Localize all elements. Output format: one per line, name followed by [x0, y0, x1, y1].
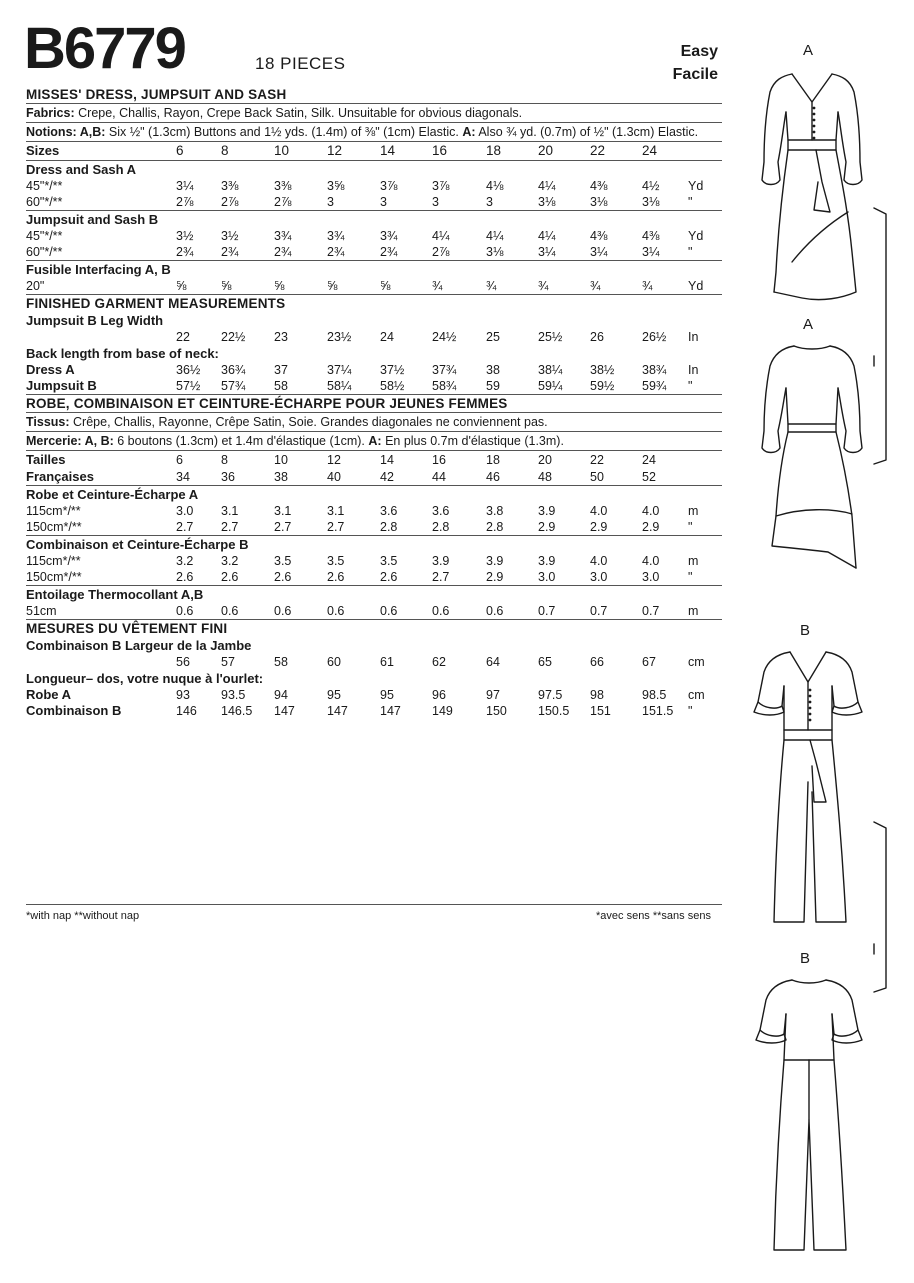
size-value: 8: [221, 143, 229, 158]
cell-value: 23: [274, 330, 288, 344]
size-value: 24: [642, 453, 656, 467]
french-size-value: 38: [274, 470, 288, 484]
cell-value: 4¼: [538, 229, 556, 243]
cell-value: 97.5: [538, 688, 563, 702]
section-title: Jumpsuit and Sash B: [26, 212, 159, 227]
french-size-value: 52: [642, 470, 656, 484]
cell-value: 150.5: [538, 704, 570, 718]
unit-label: Yd: [688, 179, 704, 193]
cell-value: 3¼: [176, 179, 194, 193]
section-title: Fusible Interfacing A, B: [26, 262, 171, 277]
section-title: Combinaison B Largeur de la Jambe: [26, 638, 252, 653]
size-value: 12: [327, 453, 341, 467]
cell-value: 59: [486, 379, 500, 393]
longueur-section: [26, 670, 722, 719]
cell-value: ⅝: [221, 279, 232, 293]
cell-value: 65: [538, 655, 552, 669]
row-label: Jumpsuit B: [26, 378, 97, 393]
french-size-value: 50: [590, 470, 604, 484]
robe-section: [26, 486, 722, 535]
cell-value: 3½: [221, 229, 239, 243]
french-title: ROBE, COMBINAISON ET CEINTURE-ÉCHARPE POUR JEUNES FEMMES: [26, 396, 508, 411]
table-row: [26, 687, 722, 703]
cell-value: 4⅜: [590, 229, 608, 243]
cell-value: 3⅛: [486, 245, 504, 259]
cell-value: 3¼: [538, 245, 556, 259]
cell-value: 59¼: [538, 379, 563, 393]
size-value: 10: [274, 453, 288, 467]
cell-value: 2.8: [486, 520, 504, 534]
french-size-value: 34: [176, 470, 190, 484]
cell-value: 38: [486, 363, 500, 377]
cell-value: 25½: [538, 330, 563, 344]
cell-value: 3⅜: [221, 179, 239, 193]
cell-value: 3⅞: [432, 179, 450, 193]
cell-value: 3.0: [176, 504, 194, 518]
cell-value: 150: [486, 704, 507, 718]
size-value: 6: [176, 453, 183, 467]
fold-edge-lower: [872, 820, 892, 996]
cell-value: 4⅜: [590, 179, 608, 193]
row-label: 60"*/**: [26, 195, 63, 209]
cell-value: 2¾: [380, 245, 398, 259]
cell-value: 3.8: [486, 504, 504, 518]
cell-value: 3¾: [274, 229, 292, 243]
size-value: 20: [538, 143, 554, 158]
section-title: Combinaison et Ceinture-Écharpe B: [26, 537, 249, 552]
cell-value: 2¾: [176, 245, 194, 259]
dress-sash-section: [26, 161, 722, 210]
cell-value: 62: [432, 655, 446, 669]
cell-value: 37¾: [432, 363, 457, 377]
cell-value: 38¼: [538, 363, 563, 377]
cell-value: 3⅜: [274, 179, 292, 193]
footer-nap-en: *with nap **without nap: [26, 910, 140, 922]
cell-value: 57: [221, 655, 235, 669]
cell-value: 3⅝: [327, 179, 345, 193]
table-row: [26, 244, 722, 260]
cell-value: 56: [176, 655, 190, 669]
french-size-value: 46: [486, 470, 500, 484]
size-value: 16: [432, 143, 448, 158]
cell-value: 37¼: [327, 363, 352, 377]
cell-value: 146.5: [221, 704, 253, 718]
cell-value: 151: [590, 704, 611, 718]
cell-value: 4.0: [590, 504, 608, 518]
cell-value: 95: [380, 688, 394, 702]
cell-value: 3.1: [327, 504, 345, 518]
francaises-row: [26, 469, 722, 485]
cell-value: 61: [380, 655, 394, 669]
interfacing-section: [26, 261, 722, 294]
cell-value: 3.6: [380, 504, 398, 518]
finished-title: FINISHED GARMENT MEASUREMENTS: [26, 296, 286, 311]
cell-value: 3.2: [176, 554, 194, 568]
cell-value: 4¼: [538, 179, 556, 193]
cell-value: 0.7: [538, 604, 556, 618]
table-row: [26, 553, 722, 569]
unit-label: m: [688, 554, 699, 568]
tailles-row: [26, 451, 722, 469]
cell-value: 3: [486, 195, 493, 209]
combinaison-section: [26, 536, 722, 585]
table-row: [26, 329, 722, 345]
cell-value: ⅝: [274, 279, 285, 293]
cell-value: 0.6: [176, 604, 194, 618]
cell-value: 151.5: [642, 704, 674, 718]
unit-label: m: [688, 504, 699, 518]
cell-value: 58¼: [327, 379, 352, 393]
cell-value: 4⅛: [486, 179, 504, 193]
tailles-label: Tailles: [26, 452, 66, 467]
cell-value: 4¼: [486, 229, 504, 243]
english-notions: Notions: A,B: Six ½" (1.3cm) Buttons and 1½ yds. (1.4m) of ⅜" (1cm) Elastic. A: Also ¾ yd. (0.7m) of ½" (1.3cm) Elastic.: [26, 125, 699, 139]
row-label: 20": [26, 279, 45, 293]
table-row: [26, 378, 722, 394]
sizes-label: Sizes: [26, 143, 60, 158]
cell-value: 2.9: [538, 520, 556, 534]
cell-value: 4½: [642, 179, 660, 193]
unit-label: ": [688, 570, 693, 584]
cell-value: ¾: [590, 279, 601, 293]
cell-value: 3.5: [274, 554, 292, 568]
cell-value: ¾: [538, 279, 549, 293]
cell-value: 93: [176, 688, 190, 702]
cell-value: 24: [380, 330, 394, 344]
difficulty-fr: Facile: [672, 66, 718, 83]
cell-value: 22½: [221, 330, 246, 344]
french-notions: Mercerie: A, B: 6 boutons (1.3cm) et 1.4m d'élastique (1cm). A: En plus 0.7m d'élastique (1.3m).: [26, 434, 564, 448]
francaises-label: Françaises: [26, 469, 94, 484]
entoilage-section: [26, 586, 722, 619]
section-title: Entoilage Thermocollant A,B: [26, 587, 204, 602]
cell-value: 4⅜: [642, 229, 660, 243]
section-title: Longueur– dos, votre nuque à l'ourlet:: [26, 671, 264, 686]
cell-value: 2.6: [274, 570, 292, 584]
view-label-b-front: B: [800, 622, 811, 639]
cell-value: 59¾: [642, 379, 667, 393]
cell-value: 97: [486, 688, 500, 702]
cell-value: ¾: [486, 279, 497, 293]
cell-value: 22: [176, 330, 190, 344]
cell-value: 4.0: [642, 504, 660, 518]
cell-value: 67: [642, 655, 656, 669]
cell-value: 98.5: [642, 688, 667, 702]
table-row: [26, 654, 722, 670]
cell-value: 3.0: [642, 570, 660, 584]
cell-value: 3: [432, 195, 439, 209]
cell-value: 36¾: [221, 363, 246, 377]
table-row: [26, 703, 722, 719]
cell-value: 0.6: [486, 604, 504, 618]
cell-value: 38½: [590, 363, 615, 377]
size-value: 22: [590, 453, 604, 467]
cell-value: 149: [432, 704, 453, 718]
cell-value: 3.6: [432, 504, 450, 518]
size-value: 16: [432, 453, 446, 467]
cell-value: ⅝: [327, 279, 338, 293]
english-fabrics: Fabrics: Crepe, Challis, Rayon, Crepe Back Satin, Silk. Unsuitable for obvious diagonals.: [26, 106, 523, 120]
cell-value: 0.6: [432, 604, 450, 618]
section-title: Robe et Ceinture-Écharpe A: [26, 487, 199, 502]
cell-value: 38¾: [642, 363, 667, 377]
cell-value: 36½: [176, 363, 201, 377]
unit-label: Yd: [688, 279, 704, 293]
row-label: 115cm*/**: [26, 554, 81, 568]
cell-value: 3.9: [432, 554, 450, 568]
french-size-value: 44: [432, 470, 446, 484]
cell-value: 2.7: [221, 520, 239, 534]
row-label: 150cm*/**: [26, 520, 82, 534]
view-label-a-back: A: [803, 316, 814, 333]
cell-value: 3⅞: [380, 179, 398, 193]
yardage-chart: [26, 86, 722, 719]
view-label-b-back: B: [800, 950, 811, 967]
french-size-value: 36: [221, 470, 235, 484]
cell-value: 2.8: [432, 520, 450, 534]
table-row: [26, 503, 722, 519]
section-title: Jumpsuit B Leg Width: [26, 313, 164, 328]
row-label: 150cm*/**: [26, 570, 82, 584]
cell-value: 57¾: [221, 379, 246, 393]
cell-value: 3.0: [538, 570, 556, 584]
cell-value: 2⅞: [221, 195, 239, 209]
unit-label: ": [688, 379, 693, 393]
unit-label: ": [688, 195, 693, 209]
french-fabrics: Tissus: Crêpe, Challis, Rayonne, Crêpe Satin, Soie. Grandes diagonales ne conviennent pas.: [26, 415, 548, 429]
leg-width-section: [26, 312, 722, 345]
view-label-a-front: A: [803, 42, 814, 59]
unit-label: In: [688, 363, 699, 377]
cell-value: 58½: [380, 379, 405, 393]
cell-value: 93.5: [221, 688, 246, 702]
cell-value: 4.0: [590, 554, 608, 568]
cell-value: 3.9: [538, 554, 556, 568]
french-size-value: 40: [327, 470, 341, 484]
row-label: 115cm*/**: [26, 504, 81, 518]
sizes-row: [26, 142, 722, 160]
section-title: Back length from base of neck:: [26, 346, 219, 361]
cell-value: 2.9: [486, 570, 504, 584]
size-value: 12: [327, 143, 343, 158]
unit-label: ": [688, 245, 693, 259]
cell-value: 37½: [380, 363, 405, 377]
cell-value: 3.0: [590, 570, 608, 584]
cell-value: 3½: [176, 229, 194, 243]
size-value: 18: [486, 453, 500, 467]
cell-value: 0.7: [590, 604, 608, 618]
cell-value: ⅝: [380, 279, 391, 293]
cell-value: 0.6: [221, 604, 239, 618]
english-title: MISSES' DRESS, JUMPSUIT AND SASH: [26, 87, 287, 102]
cell-value: 2.8: [380, 520, 398, 534]
footer-nap-fr: *avec sens **sans sens: [596, 910, 711, 922]
cell-value: 3: [380, 195, 387, 209]
row-label: 51cm: [26, 604, 57, 618]
french-size-value: 42: [380, 470, 394, 484]
cell-value: 2.6: [221, 570, 239, 584]
cell-value: 2.9: [642, 520, 660, 534]
unit-label: In: [688, 330, 699, 344]
cell-value: 2¾: [221, 245, 239, 259]
cell-value: 0.6: [380, 604, 398, 618]
cell-value: 96: [432, 688, 446, 702]
cell-value: ¾: [432, 279, 443, 293]
cell-value: 66: [590, 655, 604, 669]
cell-value: 0.6: [274, 604, 292, 618]
unit-label: Yd: [688, 229, 704, 243]
cell-value: 2.7: [176, 520, 194, 534]
cell-value: 2.7: [432, 570, 450, 584]
cell-value: 2¾: [274, 245, 292, 259]
cell-value: 4¼: [432, 229, 450, 243]
cell-value: ¾: [642, 279, 653, 293]
cell-value: 147: [274, 704, 295, 718]
cell-value: 59½: [590, 379, 615, 393]
table-row: [26, 362, 722, 378]
row-label: Combinaison B: [26, 703, 122, 718]
french-size-value: 48: [538, 470, 552, 484]
dress-a-back-illustration: [752, 336, 872, 576]
french-finished-title: MESURES DU VÊTEMENT FINI: [26, 621, 228, 636]
cell-value: 3.9: [538, 504, 556, 518]
cell-value: 60: [327, 655, 341, 669]
cell-value: 94: [274, 688, 288, 702]
cell-value: 2.6: [327, 570, 345, 584]
difficulty: [640, 40, 718, 86]
cell-value: 23½: [327, 330, 352, 344]
cell-value: 4.0: [642, 554, 660, 568]
cell-value: 2⅞: [274, 195, 292, 209]
cell-value: 3¼: [590, 245, 608, 259]
unit-label: cm: [688, 688, 705, 702]
pieces-count: 18 PIECES: [255, 54, 346, 73]
cell-value: 0.6: [327, 604, 345, 618]
unit-label: ": [688, 704, 693, 718]
cell-value: 3¾: [327, 229, 345, 243]
pattern-number: B6779: [24, 16, 185, 81]
cell-value: 98: [590, 688, 604, 702]
cell-value: 0.7: [642, 604, 660, 618]
cell-value: 2.7: [327, 520, 345, 534]
cell-value: 2⅞: [176, 195, 194, 209]
table-row: [26, 569, 722, 585]
cell-value: ⅝: [176, 279, 187, 293]
size-value: 14: [380, 453, 394, 467]
back-length-section: [26, 345, 722, 394]
size-value: 10: [274, 143, 290, 158]
cell-value: 95: [327, 688, 341, 702]
section-title: Dress and Sash A: [26, 162, 137, 177]
size-value: 14: [380, 143, 396, 158]
table-row: [26, 178, 722, 194]
cell-value: 3⅛: [590, 195, 608, 209]
row-label: 60"*/**: [26, 245, 63, 259]
table-row: [26, 278, 722, 294]
table-row: [26, 194, 722, 210]
cell-value: 26: [590, 330, 604, 344]
largeur-section: [26, 637, 722, 670]
unit-label: cm: [688, 655, 705, 669]
unit-label: m: [688, 604, 699, 618]
cell-value: 146: [176, 704, 197, 718]
row-label: Dress A: [26, 362, 75, 377]
size-value: 6: [176, 143, 184, 158]
cell-value: 25: [486, 330, 500, 344]
jumpsuit-b-front-illustration: [750, 642, 870, 932]
table-row: [26, 519, 722, 535]
cell-value: 2.6: [380, 570, 398, 584]
cell-value: 58: [274, 379, 288, 393]
cell-value: 147: [380, 704, 401, 718]
jumpsuit-sash-section: [26, 211, 722, 260]
table-row: [26, 228, 722, 244]
size-value: 20: [538, 453, 552, 467]
unit-label: ": [688, 520, 693, 534]
cell-value: 147: [327, 704, 348, 718]
cell-value: 58¾: [432, 379, 457, 393]
size-value: 18: [486, 143, 502, 158]
cell-value: 3.9: [486, 554, 504, 568]
size-value: 22: [590, 143, 606, 158]
cell-value: 58: [274, 655, 288, 669]
cell-value: 3⅛: [642, 195, 660, 209]
cell-value: 3⅛: [538, 195, 556, 209]
row-label: 45"*/**: [26, 229, 63, 243]
cell-value: 26½: [642, 330, 667, 344]
cell-value: 2⅞: [432, 245, 450, 259]
cell-value: 64: [486, 655, 500, 669]
cell-value: 2.6: [176, 570, 194, 584]
size-value: 8: [221, 453, 228, 467]
size-value: 24: [642, 143, 658, 158]
row-label: Robe A: [26, 687, 72, 702]
difficulty-en: Easy: [680, 43, 718, 60]
cell-value: 3¼: [642, 245, 660, 259]
fold-edge-upper: [872, 206, 892, 468]
cell-value: 24½: [432, 330, 457, 344]
cell-value: 3: [327, 195, 334, 209]
cell-value: 37: [274, 363, 288, 377]
cell-value: 3¾: [380, 229, 398, 243]
cell-value: 3.2: [221, 554, 239, 568]
dress-a-front-illustration: [752, 62, 872, 312]
cell-value: 3.5: [380, 554, 398, 568]
jumpsuit-b-back-illustration: [750, 970, 870, 1260]
cell-value: 3.1: [274, 504, 292, 518]
cell-value: 2.7: [274, 520, 292, 534]
cell-value: 3.1: [221, 504, 239, 518]
table-row: [26, 603, 722, 619]
cell-value: 57½: [176, 379, 201, 393]
cell-value: 2.9: [590, 520, 608, 534]
cell-value: 3.5: [327, 554, 345, 568]
cell-value: 2¾: [327, 245, 345, 259]
row-label: 45"*/**: [26, 179, 63, 193]
